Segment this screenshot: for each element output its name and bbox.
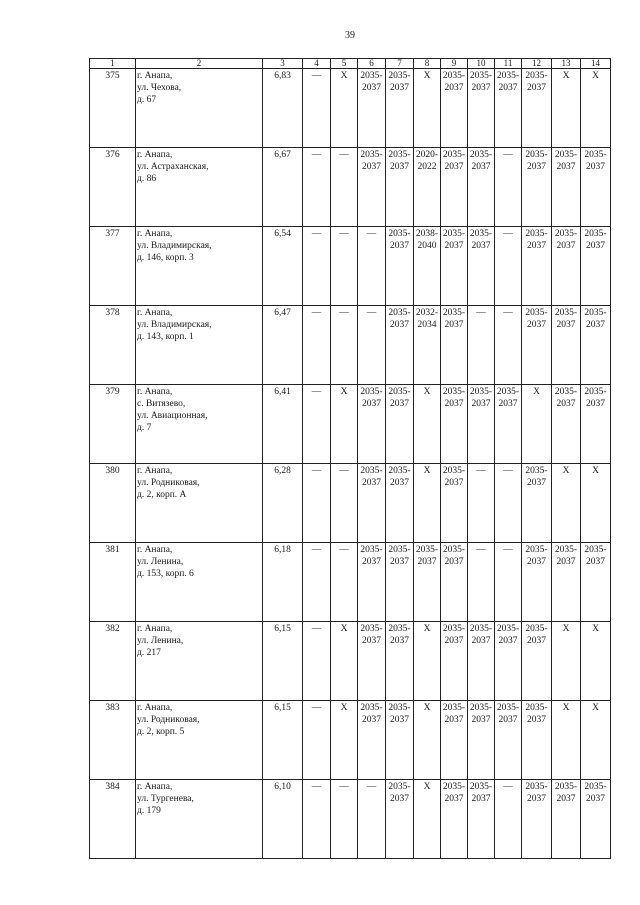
schedule-cell-col-12: 2035- 2037 — [522, 780, 552, 859]
schedule-cell-col-11: — — [495, 780, 522, 859]
schedule-cell-col-5: — — [331, 306, 358, 385]
address-line: д. 7 — [137, 423, 152, 433]
schedule-cell-col-6: 2035- 2037 — [358, 701, 386, 780]
address-cell — [136, 69, 263, 148]
table-row — [90, 622, 611, 701]
schedule-cell-col-10: 2035- 2037 — [468, 622, 495, 701]
schedule-cell-col-11: — — [495, 464, 522, 543]
schedule-cell-col-5: X — [331, 701, 358, 780]
schedule-cell-col-12: 2035- 2037 — [522, 227, 552, 306]
column-number-8: 8 — [414, 59, 441, 69]
schedule-cell-col-14: X — [581, 701, 611, 780]
address-cell — [136, 306, 263, 385]
schedule-cell-col-4: — — [303, 701, 331, 780]
schedule-cell-col-8: 2020- 2022 — [414, 148, 441, 227]
address-line: ул. Владимирская, — [137, 241, 212, 251]
table-row — [90, 227, 611, 306]
column-number-6: 6 — [358, 59, 386, 69]
schedule-cell-col-8: X — [414, 69, 441, 148]
schedule-cell-col-8: X — [414, 622, 441, 701]
schedule-cell-col-11: — — [495, 306, 522, 385]
schedule-cell-col-9: 2035- 2037 — [441, 701, 468, 780]
address-line: г. Анапа, — [137, 703, 173, 713]
column-number-7: 7 — [386, 59, 414, 69]
schedule-cell-col-10: 2035- 2037 — [468, 148, 495, 227]
schedule-cell-col-8: 2032- 2034 — [414, 306, 441, 385]
schedule-cell-col-6: 2035- 2037 — [358, 69, 386, 148]
table-row — [90, 780, 611, 859]
schedule-cell-col-13: X — [552, 69, 581, 148]
schedule-cell-col-8: X — [414, 780, 441, 859]
address-line: ул. Ленина, — [137, 636, 184, 646]
table-row — [90, 385, 611, 464]
schedule-cell-col-12: 2035- 2037 — [522, 622, 552, 701]
schedule-cell-col-12: 2035- 2037 — [522, 306, 552, 385]
schedule-cell-col-4: — — [303, 306, 331, 385]
schedule-cell-col-6: 2035- 2037 — [358, 385, 386, 464]
address-line: ул. Родниковая, — [137, 478, 200, 488]
schedule-cell-col-9: 2035- 2037 — [441, 780, 468, 859]
schedule-cell-col-9: 2035- 2037 — [441, 622, 468, 701]
schedule-cell-col-6: 2035- 2037 — [358, 622, 386, 701]
column-number-9: 9 — [441, 59, 468, 69]
column-number-3: 3 — [263, 59, 303, 69]
area-cell: 6,83 — [263, 69, 303, 148]
schedule-cell-col-9: 2035- 2037 — [441, 227, 468, 306]
schedule-cell-col-14: 2035- 2037 — [581, 227, 611, 306]
area-cell: 6,28 — [263, 464, 303, 543]
schedule-cell-col-6: 2035- 2037 — [358, 148, 386, 227]
schedule-cell-col-13: X — [552, 622, 581, 701]
schedule-cell-col-4: — — [303, 543, 331, 622]
schedule-cell-col-7: 2035- 2037 — [386, 701, 414, 780]
schedule-cell-col-4: — — [303, 464, 331, 543]
address-line: д. 146, корп. 3 — [137, 253, 194, 263]
schedule-cell-col-10: — — [468, 306, 495, 385]
table-row — [90, 306, 611, 385]
column-number-5: 5 — [331, 59, 358, 69]
schedule-cell-col-13: 2035- 2037 — [552, 780, 581, 859]
schedule-cell-col-6: — — [358, 780, 386, 859]
area-cell: 6,15 — [263, 622, 303, 701]
address-cell — [136, 148, 263, 227]
row-number: 376 — [90, 148, 136, 227]
column-number-2: 2 — [136, 59, 263, 69]
schedule-cell-col-8: X — [414, 385, 441, 464]
schedule-cell-col-5: — — [331, 148, 358, 227]
schedule-cell-col-14: 2035- 2037 — [581, 543, 611, 622]
repair-schedule-table — [89, 58, 611, 859]
schedule-cell-col-11: 2035- 2037 — [495, 385, 522, 464]
schedule-cell-col-12: 2035- 2037 — [522, 701, 552, 780]
area-cell: 6,18 — [263, 543, 303, 622]
schedule-cell-col-8: X — [414, 464, 441, 543]
row-number: 378 — [90, 306, 136, 385]
address-cell — [136, 780, 263, 859]
area-cell: 6,41 — [263, 385, 303, 464]
address-line: г. Анапа, — [137, 624, 173, 634]
schedule-cell-col-13: 2035- 2037 — [552, 227, 581, 306]
address-line: г. Анапа, — [137, 71, 173, 81]
schedule-cell-col-10: 2035- 2037 — [468, 385, 495, 464]
schedule-cell-col-12: 2035- 2037 — [522, 464, 552, 543]
address-line: ул. Ленина, — [137, 557, 184, 567]
area-cell: 6,15 — [263, 701, 303, 780]
schedule-cell-col-9: 2035- 2037 — [441, 385, 468, 464]
table-row — [90, 148, 611, 227]
row-number: 375 — [90, 69, 136, 148]
address-line: г. Анапа, — [137, 308, 173, 318]
address-cell — [136, 385, 263, 464]
column-number-14: 14 — [581, 59, 611, 69]
schedule-cell-col-10: 2035- 2037 — [468, 780, 495, 859]
schedule-cell-col-8: 2038- 2040 — [414, 227, 441, 306]
area-cell: 6,54 — [263, 227, 303, 306]
schedule-cell-col-10: 2035- 2037 — [468, 69, 495, 148]
address-line: д. 217 — [137, 648, 161, 658]
schedule-cell-col-14: X — [581, 464, 611, 543]
address-cell — [136, 227, 263, 306]
schedule-cell-col-4: — — [303, 148, 331, 227]
schedule-cell-col-12: X — [522, 385, 552, 464]
column-number-12: 12 — [522, 59, 552, 69]
row-number: 383 — [90, 701, 136, 780]
schedule-cell-col-10: 2035- 2037 — [468, 701, 495, 780]
schedule-cell-col-4: — — [303, 780, 331, 859]
schedule-cell-col-4: — — [303, 227, 331, 306]
address-line: д. 86 — [137, 174, 157, 184]
column-number-11: 11 — [495, 59, 522, 69]
column-number-13: 13 — [552, 59, 581, 69]
address-line: ул. Авиационная, — [137, 411, 208, 421]
address-line: д. 2, корп. 5 — [137, 727, 185, 737]
schedule-cell-col-13: X — [552, 464, 581, 543]
schedule-cell-col-7: 2035- 2037 — [386, 306, 414, 385]
schedule-cell-col-7: 2035- 2037 — [386, 385, 414, 464]
schedule-cell-col-5: X — [331, 385, 358, 464]
schedule-cell-col-5: — — [331, 543, 358, 622]
schedule-cell-col-11: 2035- 2037 — [495, 701, 522, 780]
address-line: ул. Астраханская, — [137, 162, 209, 172]
row-number: 381 — [90, 543, 136, 622]
schedule-cell-col-13: 2035- 2037 — [552, 306, 581, 385]
schedule-cell-col-9: 2035- 2037 — [441, 148, 468, 227]
schedule-cell-col-11: 2035- 2037 — [495, 69, 522, 148]
column-number-10: 10 — [468, 59, 495, 69]
table-row — [90, 69, 611, 148]
table-row — [90, 543, 611, 622]
schedule-cell-col-7: 2035- 2037 — [386, 227, 414, 306]
address-cell — [136, 701, 263, 780]
table-row — [90, 464, 611, 543]
address-line: д. 67 — [137, 95, 157, 105]
schedule-cell-col-13: 2035- 2037 — [552, 148, 581, 227]
address-line: ул. Чехова, — [137, 83, 182, 93]
schedule-cell-col-4: — — [303, 385, 331, 464]
schedule-cell-col-14: X — [581, 69, 611, 148]
row-number: 379 — [90, 385, 136, 464]
schedule-cell-col-14: 2035- 2037 — [581, 780, 611, 859]
schedule-cell-col-5: — — [331, 227, 358, 306]
schedule-cell-col-7: 2035- 2037 — [386, 69, 414, 148]
schedule-cell-col-9: 2035- 2037 — [441, 306, 468, 385]
column-number-1: 1 — [90, 59, 136, 69]
schedule-cell-col-6: 2035- 2037 — [358, 543, 386, 622]
area-cell: 6,67 — [263, 148, 303, 227]
schedule-cell-col-12: 2035- 2037 — [522, 148, 552, 227]
address-cell — [136, 464, 263, 543]
address-line: г. Анапа, — [137, 229, 173, 239]
schedule-cell-col-8: 2035- 2037 — [414, 543, 441, 622]
schedule-cell-col-5: X — [331, 622, 358, 701]
address-line: д. 143, корп. 1 — [137, 332, 194, 342]
schedule-cell-col-13: 2035- 2037 — [552, 385, 581, 464]
schedule-cell-col-10: — — [468, 543, 495, 622]
schedule-cell-col-14: 2035- 2037 — [581, 385, 611, 464]
address-cell — [136, 622, 263, 701]
address-line: с. Витязево, — [137, 399, 186, 409]
schedule-cell-col-10: — — [468, 464, 495, 543]
schedule-cell-col-8: X — [414, 701, 441, 780]
column-number-4: 4 — [303, 59, 331, 69]
row-number: 384 — [90, 780, 136, 859]
schedule-cell-col-11: 2035- 2037 — [495, 622, 522, 701]
schedule-cell-col-6: — — [358, 306, 386, 385]
row-number: 380 — [90, 464, 136, 543]
address-line: д. 153, корп. 6 — [137, 569, 194, 579]
schedule-cell-col-14: 2035- 2037 — [581, 148, 611, 227]
area-cell: 6,10 — [263, 780, 303, 859]
column-number-row — [90, 59, 611, 69]
address-line: ул. Владимирская, — [137, 320, 212, 330]
schedule-cell-col-7: 2035- 2037 — [386, 543, 414, 622]
address-line: г. Анапа, — [137, 150, 173, 160]
schedule-cell-col-11: — — [495, 543, 522, 622]
address-cell — [136, 543, 263, 622]
schedule-cell-col-10: 2035- 2037 — [468, 227, 495, 306]
address-line: ул. Родниковая, — [137, 715, 200, 725]
address-line: ул. Тургенева, — [137, 794, 194, 804]
schedule-cell-col-6: 2035- 2037 — [358, 464, 386, 543]
address-line: г. Анапа, — [137, 466, 173, 476]
schedule-cell-col-6: — — [358, 227, 386, 306]
address-line: г. Анапа, — [137, 387, 173, 397]
row-number: 377 — [90, 227, 136, 306]
schedule-cell-col-13: 2035- 2037 — [552, 543, 581, 622]
schedule-cell-col-5: — — [331, 780, 358, 859]
schedule-cell-col-4: — — [303, 69, 331, 148]
schedule-cell-col-9: 2035- 2037 — [441, 69, 468, 148]
schedule-cell-col-12: 2035- 2037 — [522, 543, 552, 622]
schedule-cell-col-5: — — [331, 464, 358, 543]
schedule-cell-col-9: 2035- 2037 — [441, 464, 468, 543]
row-number: 382 — [90, 622, 136, 701]
schedule-cell-col-11: — — [495, 227, 522, 306]
schedule-cell-col-4: — — [303, 622, 331, 701]
address-line: д. 2, корп. А — [137, 490, 187, 500]
schedule-cell-col-11: — — [495, 148, 522, 227]
table-row — [90, 701, 611, 780]
schedule-cell-col-14: X — [581, 622, 611, 701]
schedule-cell-col-7: 2035- 2037 — [386, 622, 414, 701]
schedule-cell-col-7: 2035- 2037 — [386, 148, 414, 227]
schedule-cell-col-14: 2035- 2037 — [581, 306, 611, 385]
address-line: г. Анапа, — [137, 545, 173, 555]
address-line: д. 179 — [137, 806, 161, 816]
area-cell: 6,47 — [263, 306, 303, 385]
page-number: 39 — [345, 30, 355, 41]
address-line: г. Анапа, — [137, 782, 173, 792]
schedule-cell-col-13: X — [552, 701, 581, 780]
schedule-cell-col-7: 2035- 2037 — [386, 464, 414, 543]
schedule-cell-col-7: 2035- 2037 — [386, 780, 414, 859]
schedule-cell-col-12: 2035- 2037 — [522, 69, 552, 148]
schedule-cell-col-5: X — [331, 69, 358, 148]
schedule-cell-col-9: 2035- 2037 — [441, 543, 468, 622]
